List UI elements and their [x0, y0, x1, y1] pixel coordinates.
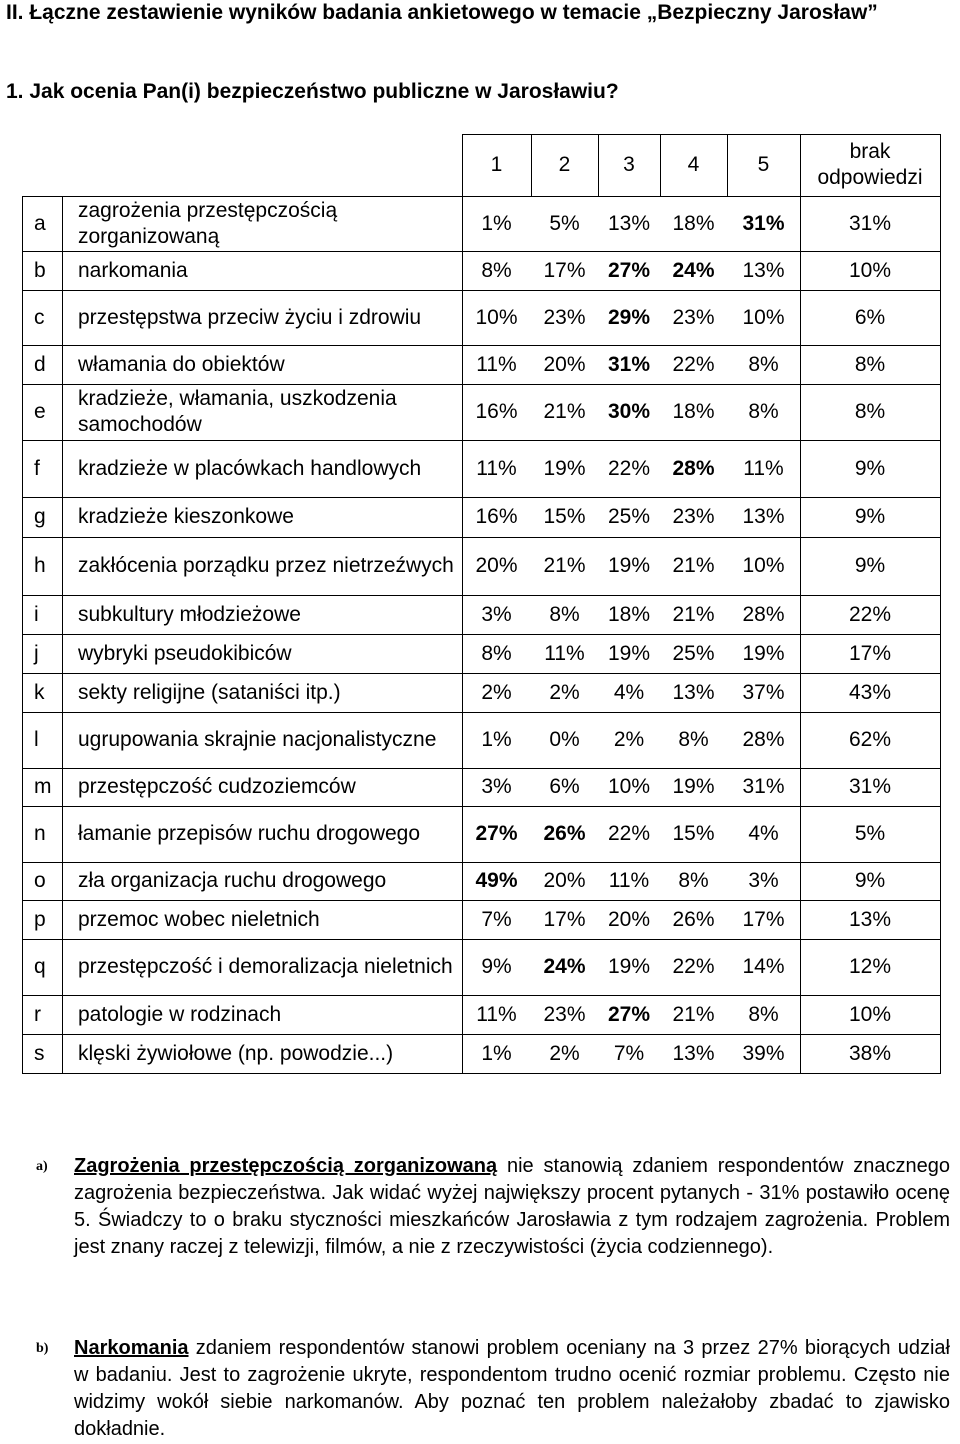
table-border: [462, 345, 463, 384]
value-cell: 19%: [543, 456, 586, 480]
row-letter: q: [34, 955, 46, 978]
row-letter: f: [34, 456, 40, 480]
row-description: subkultury młodzieżowe: [78, 602, 301, 626]
table-border: [62, 768, 63, 806]
value-cell: 43%: [848, 680, 892, 704]
row-description: przestępczość cudzoziemców: [78, 775, 356, 798]
value-cell: 18%: [672, 211, 715, 235]
value-cell: 10%: [848, 1002, 892, 1026]
table-border: [462, 497, 463, 537]
table-border: [462, 440, 463, 497]
table-border: [940, 634, 941, 673]
value-cell: 10%: [848, 258, 892, 282]
value-cell: 22%: [672, 955, 715, 978]
table-border: [800, 290, 801, 345]
value-cell: 19%: [607, 641, 651, 665]
row-letter: h: [34, 554, 46, 577]
value-cell: 0%: [549, 728, 580, 751]
value-cell: 2%: [549, 680, 580, 704]
value-cell: 18%: [607, 602, 651, 626]
value-cell: 20%: [607, 907, 651, 931]
value-cell: 10%: [742, 554, 785, 577]
value-cell: 3%: [481, 775, 512, 798]
table-border: [940, 384, 941, 440]
value-cell: 8%: [678, 728, 709, 751]
table-border: [22, 939, 23, 995]
table-border: [531, 134, 532, 196]
table-border: [22, 712, 23, 768]
table-border: [62, 537, 63, 595]
row-description: łamanie przepisów ruchu drogowego: [78, 822, 421, 845]
table-border: [462, 634, 463, 673]
value-cell: 1%: [481, 1041, 512, 1065]
value-cell: 62%: [848, 728, 892, 751]
value-cell: 5%: [549, 211, 580, 235]
value-cell: 24%: [543, 955, 586, 978]
row-letter: n: [34, 822, 46, 845]
value-cell: 13%: [607, 211, 651, 235]
value-cell: 26%: [672, 907, 715, 931]
value-cell: 8%: [481, 641, 512, 665]
value-cell: 2%: [549, 1041, 580, 1065]
value-cell: 31%: [848, 775, 892, 798]
value-cell: 11%: [544, 641, 585, 665]
table-border: [62, 862, 63, 900]
value-cell: 12%: [848, 955, 892, 978]
table-border: [940, 440, 941, 497]
value-cell: 5%: [854, 822, 886, 845]
table-border: [22, 497, 23, 537]
value-cell: 19%: [607, 955, 651, 978]
row-letter: p: [34, 907, 46, 931]
value-cell: 3%: [748, 869, 779, 892]
table-border: [62, 384, 63, 440]
table-border: [800, 995, 801, 1034]
value-cell: 22%: [848, 602, 892, 626]
row-letter: a: [34, 211, 46, 235]
row-description: wybryki pseudokibiców: [78, 641, 292, 665]
value-cell: 9%: [481, 955, 512, 978]
note-lead: Zagrożenia przestępczością zorganizowaną: [74, 1155, 498, 1177]
value-cell: 20%: [543, 352, 586, 376]
value-cell: 8%: [748, 1002, 779, 1026]
row-description: kradzieże w placówkach handlowych: [78, 456, 422, 480]
table-border: [940, 345, 941, 384]
value-cell: 3%: [481, 602, 512, 626]
column-header: brak odpowiedzi: [817, 140, 923, 189]
table-border: [62, 251, 63, 290]
table-border: [22, 440, 23, 497]
value-cell: 27%: [607, 1002, 651, 1026]
note-text: nie stanowią zdaniem respondentów znacznego zagrożenia bezpieczeństwa. Jak widać wyżej największy procent pytanych - 31% postawiło ocenę 5. Świadczy to o braku styczności mieszkańców Jarosławia z tym rodzajem zagrożenia. Problem jest znany raczej z telewizji, filmów, a nie z rzeczywistości (życia codziennego).: [74, 1155, 950, 1258]
table-border: [940, 196, 941, 251]
table-border: [727, 134, 728, 196]
value-cell: 14%: [742, 955, 785, 978]
value-cell: 4%: [613, 680, 645, 704]
table-border: [800, 673, 801, 712]
table-border: [22, 768, 23, 806]
value-cell: 6%: [854, 305, 886, 329]
table-border: [598, 134, 599, 196]
row-description: klęski żywiołowe (np. powodzie...): [78, 1041, 394, 1065]
table-border: [462, 290, 463, 345]
value-cell: 22%: [672, 352, 715, 376]
value-cell: 2%: [613, 728, 645, 751]
value-cell: 49%: [475, 869, 518, 892]
table-border: [22, 1073, 941, 1074]
value-cell: 15%: [543, 505, 586, 528]
value-cell: 15%: [672, 822, 715, 845]
value-cell: 38%: [848, 1041, 892, 1065]
value-cell: 9%: [854, 869, 886, 892]
table-border: [800, 345, 801, 384]
table-border: [462, 384, 463, 440]
note-text: zdaniem respondentów stanowi problem oceniany na 3 przez 27% biorących udział w badaniu. Jest to zagrożenie ukryte, respondentom trudno ocenić rozmiar problemu. Często nie widzimy wokół siebie narkomanów. Aby poznać ten problem należałoby zbadać to zjawisko dokładnie.: [74, 1337, 950, 1440]
value-cell: 8%: [549, 602, 580, 626]
column-header: 1: [490, 153, 503, 176]
value-cell: 31%: [742, 211, 785, 235]
table-border: [62, 290, 63, 345]
table-border: [660, 134, 661, 196]
value-cell: 29%: [607, 305, 651, 329]
table-border: [800, 497, 801, 537]
table-border: [940, 537, 941, 595]
value-cell: 11%: [476, 456, 517, 480]
value-cell: 19%: [672, 775, 715, 798]
table-border: [62, 196, 63, 251]
table-border: [62, 345, 63, 384]
value-cell: 21%: [672, 554, 715, 577]
table-border: [462, 251, 463, 290]
note-paragraph: [22, 1335, 950, 1443]
table-border: [62, 806, 63, 862]
value-cell: 18%: [672, 400, 715, 423]
table-border: [940, 900, 941, 939]
table-border: [22, 673, 23, 712]
table-border: [22, 634, 23, 673]
value-cell: 31%: [607, 352, 651, 376]
value-cell: 17%: [742, 907, 785, 931]
value-cell: 11%: [476, 1002, 517, 1026]
value-cell: 39%: [742, 1041, 785, 1065]
table-border: [940, 806, 941, 862]
table-border: [462, 768, 463, 806]
row-description: zagrożenia przestępczością zorganizowaną: [78, 198, 338, 248]
value-cell: 23%: [672, 505, 715, 528]
table-border: [800, 634, 801, 673]
table-border: [462, 537, 463, 595]
row-letter: k: [34, 680, 45, 704]
value-cell: 17%: [543, 258, 586, 282]
table-border: [800, 806, 801, 862]
value-cell: 23%: [672, 305, 715, 329]
table-border: [462, 134, 941, 135]
value-cell: 21%: [543, 554, 586, 577]
value-cell: 30%: [607, 400, 651, 423]
table-border: [940, 712, 941, 768]
question-title: 1. Jak ocenia Pan(i) bezpieczeństwo publiczne w Jarosławiu?: [6, 80, 619, 103]
value-cell: 13%: [742, 505, 785, 528]
row-letter: s: [34, 1041, 45, 1065]
value-cell: 7%: [613, 1041, 645, 1065]
value-cell: 26%: [543, 822, 586, 845]
note-marker: a): [36, 1159, 48, 1174]
table-border: [800, 939, 801, 995]
table-border: [940, 251, 941, 290]
table-border: [800, 196, 801, 251]
value-cell: 28%: [742, 728, 785, 751]
table-border: [22, 995, 23, 1034]
value-cell: 16%: [475, 400, 518, 423]
table-border: [940, 768, 941, 806]
value-cell: 21%: [672, 1002, 715, 1026]
value-cell: 19%: [742, 641, 785, 665]
table-border: [62, 595, 63, 634]
table-border: [62, 939, 63, 995]
value-cell: 20%: [543, 869, 586, 892]
value-cell: 11%: [476, 352, 517, 376]
value-cell: 8%: [854, 400, 886, 423]
table-border: [22, 1034, 23, 1073]
table-border: [62, 440, 63, 497]
value-cell: 9%: [854, 554, 886, 577]
table-border: [462, 939, 463, 995]
value-cell: 13%: [672, 680, 715, 704]
value-cell: 19%: [607, 554, 651, 577]
table-border: [800, 862, 801, 900]
value-cell: 37%: [742, 680, 785, 704]
column-header: 3: [623, 153, 635, 176]
table-border: [22, 862, 23, 900]
table-border: [940, 497, 941, 537]
value-cell: 13%: [742, 258, 785, 282]
value-cell: 13%: [848, 907, 892, 931]
table-border: [940, 862, 941, 900]
value-cell: 21%: [543, 400, 586, 423]
table-border: [800, 537, 801, 595]
row-description: włamania do obiektów: [78, 352, 285, 376]
value-cell: 28%: [742, 602, 785, 626]
table-border: [462, 134, 463, 196]
table-border: [800, 900, 801, 939]
table-border: [462, 1034, 463, 1073]
row-letter: j: [34, 641, 39, 665]
value-cell: 8%: [854, 352, 886, 376]
row-description: zła organizacja ruchu drogowego: [78, 869, 387, 892]
value-cell: 2%: [481, 680, 512, 704]
value-cell: 27%: [475, 822, 518, 845]
table-border: [800, 1034, 801, 1073]
table-border: [62, 712, 63, 768]
table-border: [800, 384, 801, 440]
table-border: [62, 497, 63, 537]
table-border: [800, 768, 801, 806]
row-letter: b: [34, 258, 46, 282]
value-cell: 27%: [607, 258, 651, 282]
row-description: przemoc wobec nieletnich: [78, 907, 320, 931]
value-cell: 23%: [543, 305, 586, 329]
table-border: [22, 345, 23, 384]
value-cell: 28%: [672, 456, 715, 480]
table-border: [940, 595, 941, 634]
row-description: sekty religijne (sataniści itp.): [78, 680, 341, 704]
value-cell: 24%: [672, 258, 715, 282]
note-lead: Narkomania: [74, 1337, 189, 1359]
row-description: kradzieże kieszonkowe: [78, 505, 294, 528]
value-cell: 8%: [748, 352, 779, 376]
note-marker: b): [36, 1341, 49, 1356]
table-border: [462, 673, 463, 712]
table-border: [22, 595, 23, 634]
value-cell: 6%: [549, 775, 580, 798]
row-letter: g: [34, 505, 46, 528]
row-letter: r: [34, 1002, 41, 1026]
value-cell: 23%: [543, 1002, 586, 1026]
row-letter: m: [34, 775, 52, 798]
row-description: kradzieże, włamania, uszkodzenia samochodów: [78, 387, 397, 436]
row-description: patologie w rodzinach: [78, 1002, 282, 1026]
table-border: [22, 290, 23, 345]
value-cell: 16%: [475, 505, 518, 528]
table-border: [462, 712, 463, 768]
table-border: [22, 806, 23, 862]
table-border: [940, 673, 941, 712]
row-letter: l: [34, 728, 39, 751]
table-border: [22, 196, 23, 251]
table-border: [462, 196, 463, 251]
row-letter: c: [34, 305, 45, 329]
value-cell: 7%: [481, 907, 512, 931]
column-header: 5: [757, 153, 770, 176]
value-cell: 13%: [672, 1041, 715, 1065]
table-border: [800, 712, 801, 768]
table-border: [462, 595, 463, 634]
value-cell: 17%: [848, 641, 892, 665]
note-paragraph: [22, 1153, 950, 1261]
row-letter: i: [34, 602, 39, 626]
table-border: [940, 939, 941, 995]
value-cell: 21%: [672, 602, 715, 626]
value-cell: 11%: [743, 456, 784, 480]
table-border: [62, 634, 63, 673]
table-border: [22, 900, 23, 939]
value-cell: 1%: [481, 728, 512, 751]
table-border: [800, 440, 801, 497]
column-header: 2: [558, 153, 571, 176]
value-cell: 31%: [742, 775, 785, 798]
value-cell: 1%: [481, 211, 512, 235]
value-cell: 20%: [475, 554, 518, 577]
table-border: [940, 134, 941, 196]
value-cell: 10%: [742, 305, 785, 329]
table-border: [62, 995, 63, 1034]
value-cell: 10%: [607, 775, 651, 798]
table-border: [62, 673, 63, 712]
table-border: [800, 134, 801, 196]
value-cell: 17%: [543, 907, 586, 931]
value-cell: 9%: [854, 456, 886, 480]
row-letter: d: [34, 352, 46, 376]
table-border: [462, 806, 463, 862]
table-border: [462, 900, 463, 939]
table-border: [940, 290, 941, 345]
value-cell: 31%: [848, 211, 892, 235]
row-letter: e: [34, 400, 46, 423]
table-border: [940, 995, 941, 1034]
table-border: [462, 995, 463, 1034]
value-cell: 9%: [854, 505, 886, 528]
table-border: [940, 1034, 941, 1073]
table-border: [22, 384, 23, 440]
value-cell: 22%: [607, 456, 651, 480]
column-header: 4: [687, 153, 700, 176]
value-cell: 4%: [748, 822, 779, 845]
row-description: zakłócenia porządku przez nietrzeźwych: [78, 554, 454, 577]
row-description: ugrupowania skrajnie nacjonalistyczne: [78, 728, 437, 751]
value-cell: 8%: [748, 400, 779, 423]
table-border: [22, 251, 23, 290]
row-description: przestępstwa przeciw życiu i zdrowiu: [78, 305, 422, 329]
row-description: przestępczość i demoralizacja nieletnich: [78, 955, 453, 978]
row-letter: o: [34, 869, 46, 892]
table-border: [22, 537, 23, 595]
table-border: [800, 251, 801, 290]
value-cell: 8%: [678, 869, 709, 892]
table-border: [800, 595, 801, 634]
table-border: [462, 862, 463, 900]
value-cell: 25%: [607, 505, 651, 528]
value-cell: 11%: [608, 869, 650, 892]
row-description: narkomania: [78, 258, 188, 282]
section-title: II. Łączne zestawienie wyników badania ankietowego w temacie „Bezpieczny Jarosław”: [6, 1, 878, 24]
table-border: [62, 1034, 63, 1073]
value-cell: 8%: [481, 258, 512, 282]
table-border: [62, 900, 63, 939]
value-cell: 10%: [475, 305, 518, 329]
value-cell: 25%: [672, 641, 715, 665]
value-cell: 22%: [607, 822, 651, 845]
